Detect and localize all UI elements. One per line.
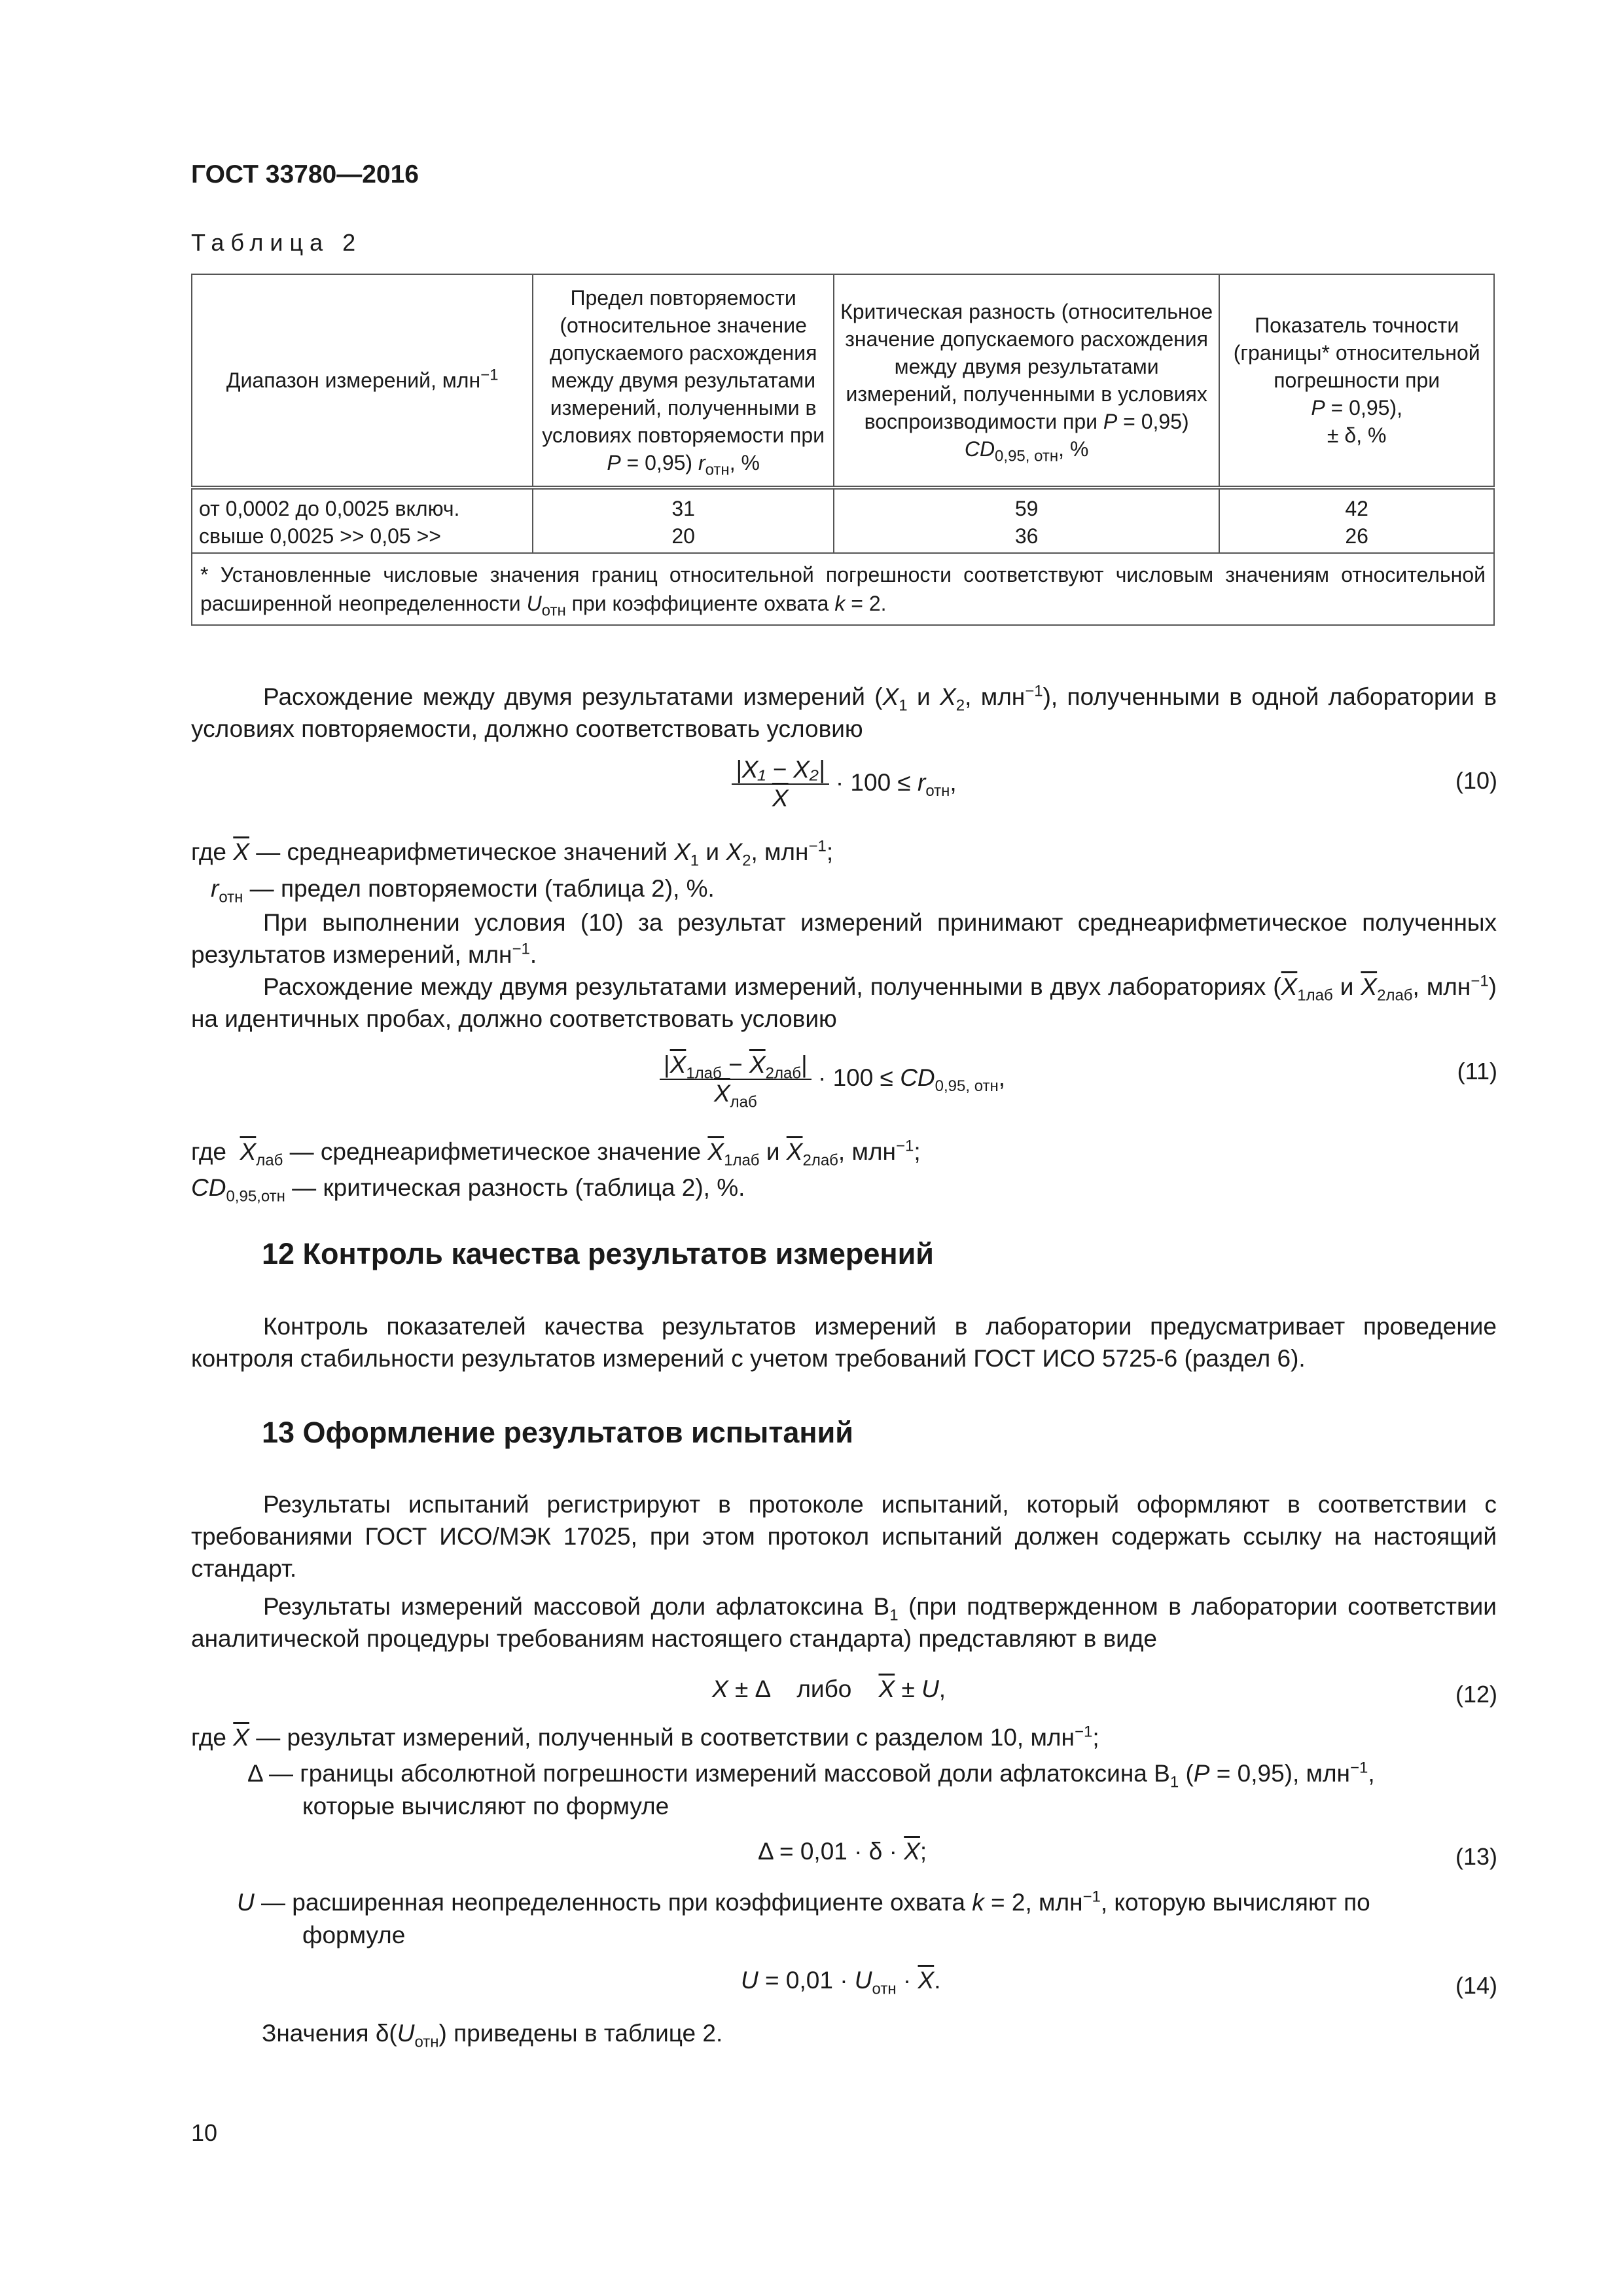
where-block-2: где $\overline{X}_{лаб}$ — среднеарифметическое значение $\overline{X}_{1лаб}$ и $\overline{X}_{2лаб}$, млн$^{-1}$; [191,1137,921,1170]
formula-number-13: (13) [1455,1843,1497,1870]
paragraph-reproducibility: Расхождение между двумя результатами измерений, полученными в двух лабораториях ($\overline{X}_{1лаб}$ и $\overline{X}_{2лаб}$, млн$^{-1}$) на идентичных пробах, должно соответствовать условию [191,972,1497,1032]
paragraph-values-reference: Значения $\delta(U_{отн})$ приведены в таблице 2. [262,2020,723,2051]
formula-13: $\Delta = 0,01 \cdot \delta \cdot \overline{X}$; [758,1838,927,1865]
table-title: Таблица 2 [191,229,363,256]
formula-14: $U = 0,01 \cdot U_{отн} \cdot \overline{X}$. [741,1967,941,1998]
formula-number-12: (12) [1455,1681,1497,1708]
page-number: 10 [191,2119,218,2146]
section-13-title: 13 Оформление результатов испытаний [262,1416,853,1449]
where-r-rel: $r_{отн}$ — предел повторяемости (таблица 2), %. [211,875,715,906]
section-12-title: 12 Контроль качества результатов измерений [262,1237,934,1270]
where-delta: Δ — границы абсолютной погрешности измерений массовой доли афлатоксина $B_1$ (P = 0,95), млн$^{-1}$, [247,1759,1375,1791]
formula-number-11: (11) [1457,1058,1497,1085]
where-u: U — расширенная неопределенность при коэффициенте охвата k = 2, млн$^{-1}$, которую вычисляют по [237,1888,1370,1916]
where-cd: $CD_{0,95,отн}$ — критическая разность (таблица 2), %. [191,1174,745,1206]
formula-12: X ± Δ либо $\overline{X} \pm U$, [712,1676,946,1702]
header-critical-difference: Критическая разность (относительное значение допускаемого расхождения между двумя результатами измерений, полученными в условиях воспроизводимости при P = 0,95) $CD_{0,95, отн}$, % [834,274,1219,488]
header-accuracy: Показатель точности (границы* относительной погрешности при P = 0,95), ± δ, % [1219,274,1494,488]
section-13-text-2: Результаты измерений массовой доли афлатоксина $B_1$ (при подтвержденном в лаборатории соответствии аналитической процедуры требованиям настоящего стандарта) представляют в виде [191,1593,1497,1652]
document-id: ГОСТ 33780—2016 [191,160,419,188]
table-footnote: * Установленные числовые значения границ относительной погрешности соответствуют числовым значениям относительной расширенной неопределенности $U_{отн}$ при коэффициенте охвата k = 2. [192,553,1494,625]
where-block-1: где $\overline{X}$ — среднеарифметическое значений $X_1$ и $X_2$, млн$^{-1}$; [191,837,834,870]
paragraph-result-mean: При выполнении условия (10) за результат измерений принимают среднеарифметическое полученных результатов измерений, млн$^{-1}$. [191,909,1497,968]
formula-10: $\frac{\text{|X₁ − X₂|}}{X}$ · $100 \le r_{отн}$, [732,756,957,812]
section-13-text-1: Результаты испытаний регистрируют в протоколе испытаний, который оформляют в соответствии с требованиями ГОСТ ИСО/МЭК 17025, при этом протокол испытаний должен содержать ссылку на настоящий стандарт. [191,1491,1497,1582]
where-delta-line2: которые вычисляют по формуле [302,1793,669,1820]
formula-number-14: (14) [1455,1972,1497,1999]
paragraph-repeatability: Расхождение между двумя результатами измерений ($X_1$ и $X_2$, млн$^{-1}$), полученными в одной лаборатории в условиях повторяемости, должно соответствовать условию [191,682,1497,742]
header-repeatability: Предел повторяемости (относительное значение допускаемого расхождения между двумя результатами измерений, полученными в условиях повторяемости при P = 0,95) $r_{отн}$, % [533,274,834,488]
where-block-3: где $\overline{X}$ — результат измерений, полученный в соответствии с разделом 10, млн$^{-1}$; [191,1723,1099,1751]
formula-number-10: (10) [1455,767,1497,794]
table-2 [191,274,1495,626]
header-range: Диапазон измерений, млн$^{-1}$ [192,274,533,488]
formula-11: $\frac{|\overline{X}_{1лаб} - \overline{X}_{2лаб}|}{\overline{X}_{лаб}}$ · $100 \le CD_{0,95, отн}$, [660,1051,1005,1107]
table-header-row [192,274,1494,488]
table-row: от 0,0002 до 0,0025 включ. свыше 0,0025 >> 0,05 >> 31 20 59 36 42 26 [192,488,1494,553]
where-u-line2: формуле [302,1922,406,1948]
section-12-text: Контроль показателей качества результатов измерений в лаборатории предусматривает проведение контроля стабильности результатов измерений с учетом требований ГОСТ ИСО 5725-6 (раздел 6). [191,1313,1497,1372]
